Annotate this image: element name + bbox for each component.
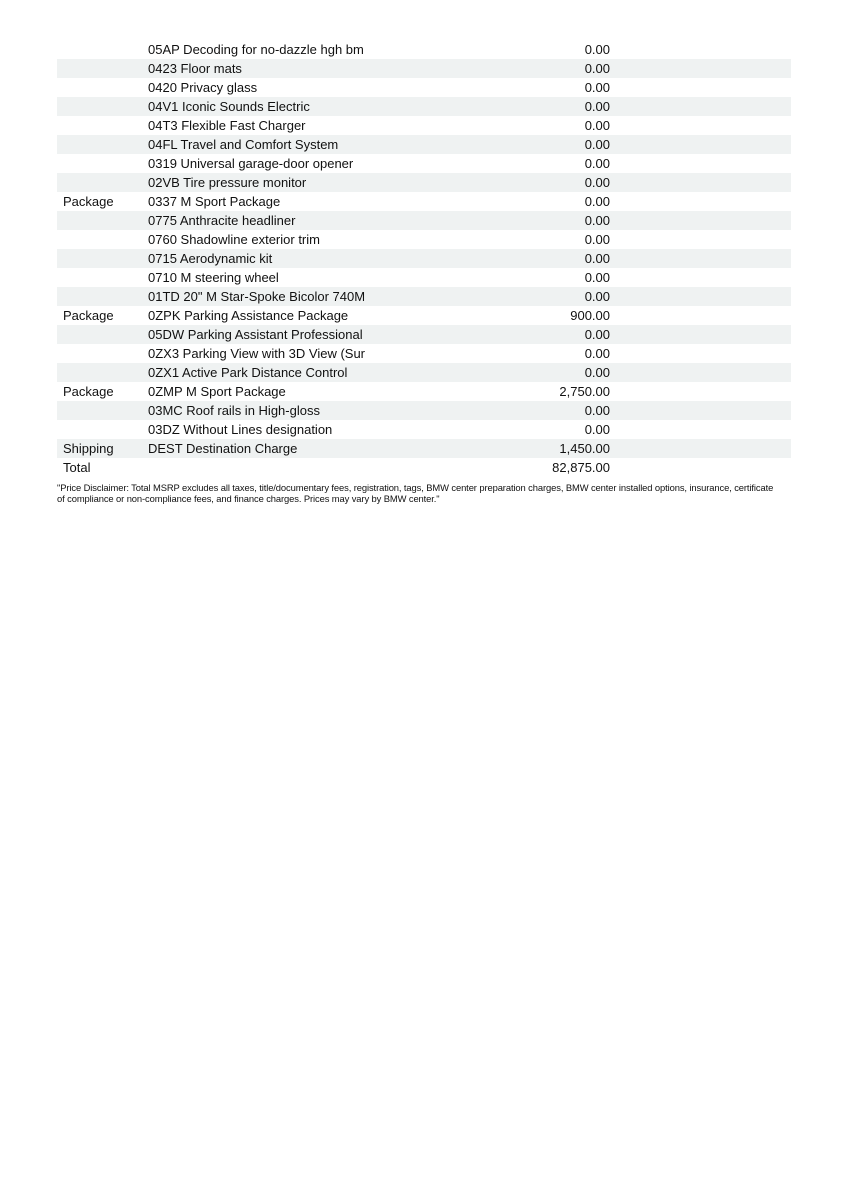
row-amount: 0.00 <box>584 61 610 76</box>
price-disclaimer: "Price Disclaimer: Total MSRP excludes all taxes, title/documentary fees, registration, tags, BMW center preparation charges, BMW center installed options, insurance, certificate of compliance or non-compliance fees, and finance charges. Prices may vary by BMW center." <box>57 482 774 504</box>
row-description: 0760 Shadowline exterior trim <box>148 232 320 247</box>
row-amount: 0.00 <box>584 194 610 209</box>
row-description: 0420 Privacy glass <box>148 80 258 95</box>
table-row <box>57 458 791 477</box>
table-row <box>57 401 791 420</box>
row-amount: 0.00 <box>584 99 610 114</box>
row-description: 0ZMP M Sport Package <box>148 384 286 399</box>
row-description: 0715 Aerodynamic kit <box>148 251 273 266</box>
row-amount: 0.00 <box>584 270 610 285</box>
row-amount: 0.00 <box>584 156 610 171</box>
table-row <box>57 439 791 458</box>
row-amount: 0.00 <box>584 175 610 190</box>
row-description: 03MC Roof rails in High-gloss <box>148 403 320 418</box>
table-row <box>57 287 791 306</box>
row-amount: 2,750.00 <box>559 384 610 399</box>
row-description: 0319 Universal garage-door opener <box>148 156 354 171</box>
options-table <box>57 40 791 477</box>
table-row <box>57 382 791 401</box>
row-description: 03DZ Without Lines designation <box>148 422 333 437</box>
table-row <box>57 173 791 192</box>
row-amount: 0.00 <box>584 422 610 437</box>
table-row <box>57 135 791 154</box>
row-category: Package <box>63 384 114 399</box>
row-category: Package <box>63 194 114 209</box>
row-description: 05DW Parking Assistant Professional <box>148 327 363 342</box>
row-amount: 0.00 <box>584 137 610 152</box>
row-amount: 82,875.00 <box>552 460 610 475</box>
table-row <box>57 59 791 78</box>
table-row <box>57 154 791 173</box>
table-row <box>57 116 791 135</box>
row-amount: 0.00 <box>584 289 610 304</box>
table-row <box>57 192 791 211</box>
table-row <box>57 211 791 230</box>
row-description: 0ZX3 Parking View with 3D View (Sur <box>148 346 366 361</box>
row-description: 04T3 Flexible Fast Charger <box>148 118 306 133</box>
row-description: 0710 M steering wheel <box>148 270 279 285</box>
row-description: 0775 Anthracite headliner <box>148 213 296 228</box>
table-row <box>57 230 791 249</box>
row-amount: 0.00 <box>584 365 610 380</box>
row-amount: 0.00 <box>584 80 610 95</box>
table-row <box>57 363 791 382</box>
table-row <box>57 306 791 325</box>
row-category: Shipping <box>63 441 114 456</box>
row-amount: 0.00 <box>584 251 610 266</box>
row-description: 01TD 20" M Star-Spoke Bicolor 740M <box>148 289 366 304</box>
table-row <box>57 78 791 97</box>
table-row <box>57 420 791 439</box>
row-description: 05AP Decoding for no-dazzle hgh bm <box>148 42 364 57</box>
row-amount: 0.00 <box>584 42 610 57</box>
table-row <box>57 97 791 116</box>
row-category: Total <box>63 460 91 475</box>
row-description: DEST Destination Charge <box>148 441 298 456</box>
row-description: 02VB Tire pressure monitor <box>148 175 307 190</box>
table-row <box>57 344 791 363</box>
row-description: 0423 Floor mats <box>148 61 242 76</box>
row-category: Package <box>63 308 114 323</box>
table-row <box>57 249 791 268</box>
row-amount: 0.00 <box>584 403 610 418</box>
row-amount: 0.00 <box>584 327 610 342</box>
row-amount: 900.00 <box>570 308 610 323</box>
row-amount: 1,450.00 <box>559 441 610 456</box>
row-description: 0ZX1 Active Park Distance Control <box>148 365 348 380</box>
table-row <box>57 268 791 287</box>
row-amount: 0.00 <box>584 213 610 228</box>
row-description: 04FL Travel and Comfort System <box>148 137 339 152</box>
table-row <box>57 40 791 59</box>
row-amount: 0.00 <box>584 232 610 247</box>
row-amount: 0.00 <box>584 346 610 361</box>
row-description: 0337 M Sport Package <box>148 194 281 209</box>
table-row <box>57 325 791 344</box>
row-description: 04V1 Iconic Sounds Electric <box>148 99 310 114</box>
row-description: 0ZPK Parking Assistance Package <box>148 308 349 323</box>
row-amount: 0.00 <box>584 118 610 133</box>
